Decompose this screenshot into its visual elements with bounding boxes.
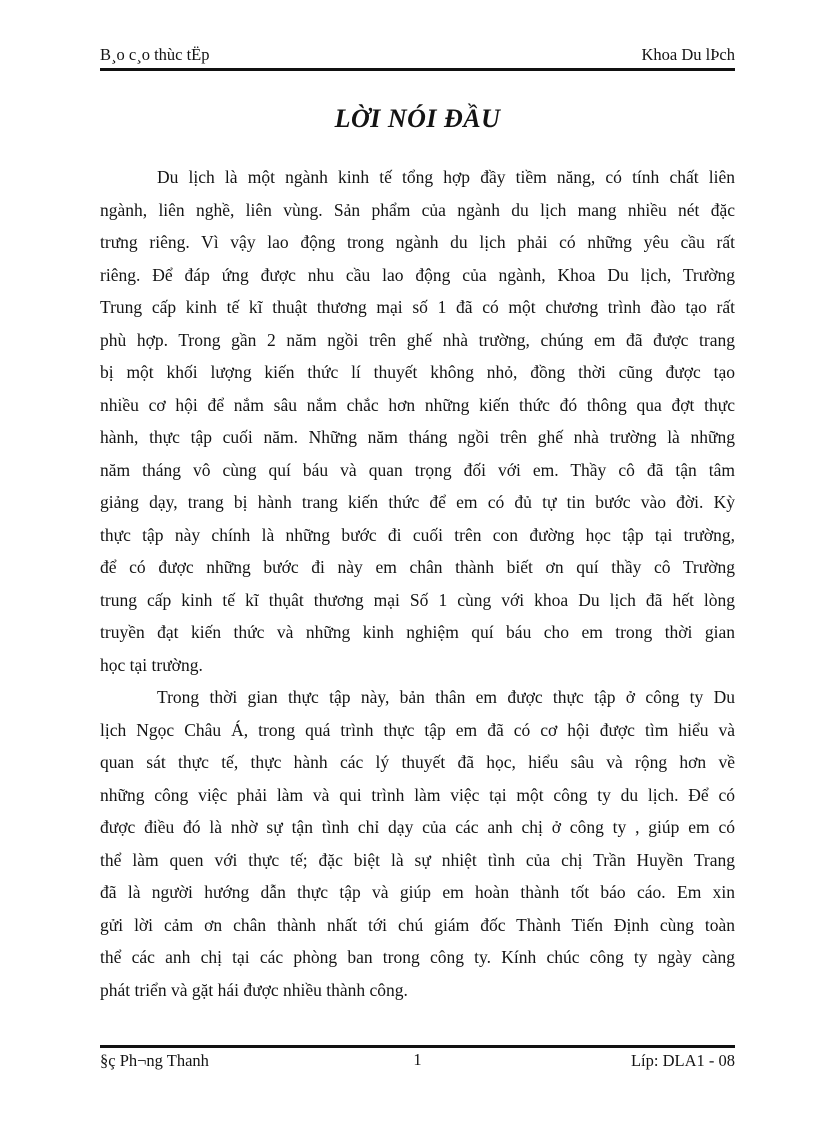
page-title: LỜI NÓI ĐẦU (334, 104, 501, 133)
page-header-row (100, 44, 735, 66)
header-right-text: Khoa Du lÞch (641, 45, 735, 64)
header-left-text: B¸o c¸o thùc tËp (100, 45, 210, 64)
text-line: đã là người hướng dẫn thực tập và giúp em hoàn thành tốt báo cáo. Em xin (100, 882, 735, 902)
text-line: hành, thực tập cuối năm. Những năm tháng ngồi trên ghế nhà trường là những (100, 427, 735, 447)
text-line: năm tháng vô cùng quí báu và quan trọng đối với em. Thầy cô đã tận tâm (100, 459, 735, 480)
text-line: nhiều cơ hội để nắm sâu nắm chắc hơn những kiến thức đó thông qua đợt thực (100, 394, 735, 415)
page-footer-row (100, 1048, 735, 1071)
text-line: Du lịch là một ngành kinh tế tổng hợp đầy tiềm năng, có tính chất liên (157, 167, 735, 187)
page-footer (100, 1045, 735, 1071)
text-line: bị một khối lượng kiến thức lí thuyết không nhỏ, đồng thời cũng được tạo (100, 362, 735, 382)
footer-class-text: Líp: DLA1 - 08 (630, 1051, 735, 1070)
text-line: những công việc phải làm và qui trình làm việc tại một công ty du lịch. Để có (100, 784, 735, 805)
text-line: được điều đó là nhờ sự tận tình chỉ dạy của các anh chị ở công ty , giúp em có (100, 817, 735, 837)
text-line: trưng riêng. Vì vậy lao động trong ngành du lịch phải có những yêu cầu rất (100, 232, 735, 252)
text-line: học tại trường. (100, 654, 203, 675)
text-line: trung cấp kinh tế kĩ thụât thương mại Số 1 cùng với khoa Du lịch đã hết lòng (100, 589, 735, 610)
paragraph (100, 681, 735, 1006)
paragraph (100, 161, 735, 681)
header-rule (100, 68, 735, 71)
text-line: truyền đạt kiến thức và những kinh nghiệm quí báu cho em trong thời gian (100, 622, 735, 642)
text-line: lịch Ngọc Châu Á, trong quá trình thực tập em đã có cơ hội được tìm hiểu và (100, 719, 735, 740)
text-line: ngành, liên nghề, liên vùng. Sản phẩm của ngành du lịch mang nhiều nét đặc (100, 199, 735, 220)
text-line: quan sát thực tế, thực hành các lý thuyết đã học, hiểu sâu và rộng hơn về (100, 752, 735, 772)
text-line: thể làm quen với thực tế; đặc biệt là sự nhiệt tình của chị Trần Huyền Trang (100, 849, 735, 870)
text-line: phù hợp. Trong gần 2 năm ngồi trên ghế nhà trường, chúng em đã được trang (100, 329, 735, 350)
text-line: riêng. Để đáp ứng được nhu cầu lao động của ngành, Khoa Du lịch, Trường (100, 264, 735, 285)
text-line: Trong thời gian thực tập này, bản thân em được thực tập ở công ty Du (157, 687, 735, 707)
text-line: thực tập này chính là những bước đi cuối trên con đường học tập tại trường, (100, 524, 735, 545)
text-line: Trung cấp kinh tế kĩ thuật thương mại số 1 đã có một chương trình đào tạo rất (100, 297, 735, 317)
text-line: thể các anh chị tại các phòng ban trong công ty. Kính chúc công ty ngày càng (100, 947, 735, 967)
page-number: 1 (413, 1050, 422, 1069)
text-line: phát triển và gặt hái được nhiều thành công. (100, 979, 408, 1000)
document-body (100, 161, 735, 1006)
text-line: gửi lời cảm ơn chân thành nhất tới chú giám đốc Thành Tiến Định cùng toàn (100, 914, 735, 935)
text-line: giảng dạy, trang bị hành trang kiến thức để em có đủ tự tin bước vào đời. Kỳ (100, 492, 735, 512)
page-header (100, 44, 735, 71)
footer-author-text: §ç Ph¬ng Thanh (100, 1051, 209, 1070)
text-line: để có được những bước đi này em chân thành biết ơn quí thầy cô Trường (100, 557, 735, 577)
